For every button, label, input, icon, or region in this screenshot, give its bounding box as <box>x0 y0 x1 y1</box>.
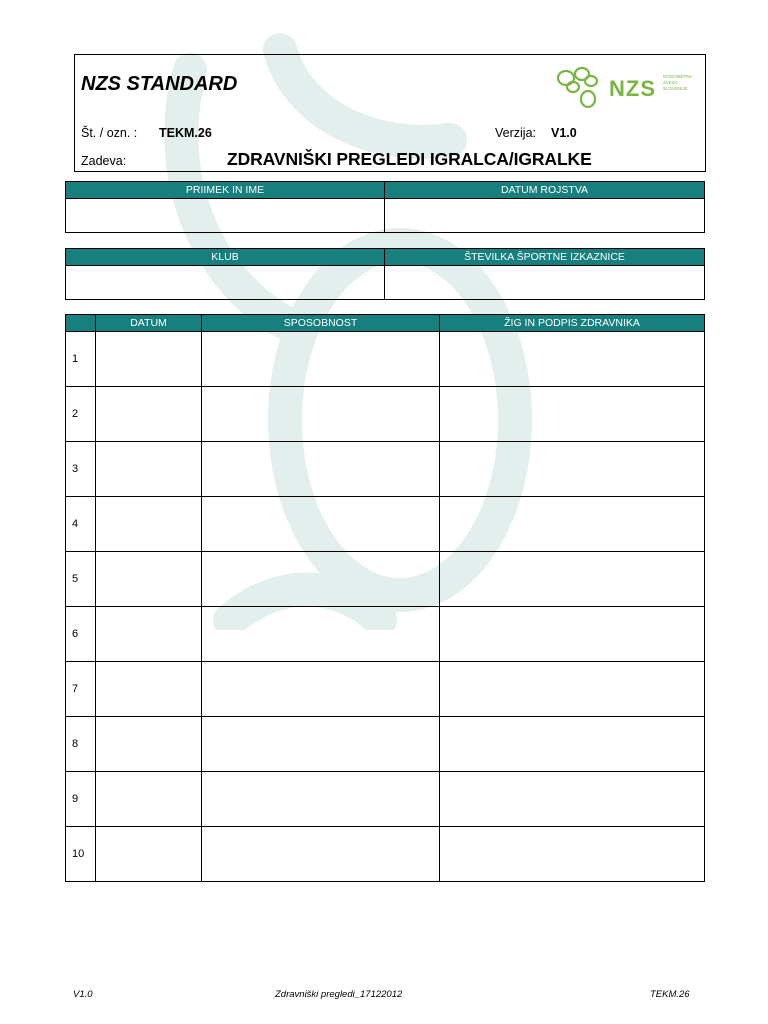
date-cell[interactable] <box>96 332 202 387</box>
column-header-name: PRIIMEK IN IME <box>66 182 385 199</box>
stamp-signature-cell[interactable] <box>440 827 705 882</box>
stamp-signature-cell[interactable] <box>440 497 705 552</box>
stamp-signature-cell[interactable] <box>440 387 705 442</box>
table-row <box>66 827 705 882</box>
date-cell[interactable] <box>96 552 202 607</box>
table-row <box>66 772 705 827</box>
row-number: 6 <box>66 607 96 662</box>
footer-document-name: Zdravniški pregledi_17122012 <box>275 989 403 1000</box>
personal-info-table <box>65 181 705 233</box>
row-number: 7 <box>66 662 96 717</box>
stamp-signature-cell[interactable] <box>440 717 705 772</box>
version-label: Verzija: <box>495 126 536 140</box>
nzs-logo <box>555 61 695 111</box>
row-number: 4 <box>66 497 96 552</box>
date-cell[interactable] <box>96 497 202 552</box>
row-number: 8 <box>66 717 96 772</box>
ability-cell[interactable] <box>202 827 440 882</box>
column-header-license-number: ŠTEVILKA ŠPORTNE IZKAZNICE <box>385 249 705 266</box>
ability-cell[interactable] <box>202 442 440 497</box>
footer-version: V1.0 <box>73 989 93 1000</box>
column-header-number <box>66 315 96 332</box>
date-cell[interactable] <box>96 442 202 497</box>
stamp-signature-cell[interactable] <box>440 607 705 662</box>
row-number: 2 <box>66 387 96 442</box>
table-row <box>66 387 705 442</box>
stamp-signature-cell[interactable] <box>440 442 705 497</box>
ability-cell[interactable] <box>202 387 440 442</box>
table-row <box>66 332 705 387</box>
stamp-signature-cell[interactable] <box>440 772 705 827</box>
document-header <box>74 54 706 172</box>
ability-cell[interactable] <box>202 772 440 827</box>
stamp-signature-cell[interactable] <box>440 332 705 387</box>
header-title: NZS STANDARD <box>81 73 238 95</box>
column-header-stamp-signature: ŽIG IN PODPIS ZDRAVNIKA <box>440 315 705 332</box>
table-row <box>66 552 705 607</box>
column-header-ability: SPOSOBNOST <box>202 315 440 332</box>
footer-code: TEKM.26 <box>650 989 690 1000</box>
date-cell[interactable] <box>96 387 202 442</box>
logo-text: NZS <box>609 76 656 101</box>
column-header-birthdate: DATUM ROJSTVA <box>385 182 705 199</box>
ref-value: TEKM.26 <box>159 126 212 140</box>
date-cell[interactable] <box>96 662 202 717</box>
table-row <box>66 497 705 552</box>
table-row <box>66 717 705 772</box>
ref-label: Št. / ozn. : <box>81 126 138 140</box>
table-row <box>66 607 705 662</box>
club-field[interactable] <box>66 266 385 300</box>
row-number: 1 <box>66 332 96 387</box>
column-header-date: DATUM <box>96 315 202 332</box>
ability-cell[interactable] <box>202 662 440 717</box>
birthdate-field[interactable] <box>385 199 705 233</box>
date-cell[interactable] <box>96 772 202 827</box>
row-number: 10 <box>66 827 96 882</box>
subject-value: ZDRAVNIŠKI PREGLEDI IGRALCA/IGRALKE <box>227 149 592 169</box>
column-header-club: KLUB <box>66 249 385 266</box>
ability-cell[interactable] <box>202 607 440 662</box>
license-number-field[interactable] <box>385 266 705 300</box>
row-number: 3 <box>66 442 96 497</box>
logo-subtext: NOGOMETNA ZVEZA SLOVENIJE <box>663 74 693 91</box>
ability-cell[interactable] <box>202 497 440 552</box>
date-cell[interactable] <box>96 827 202 882</box>
nzs-logo-icon <box>555 61 615 111</box>
date-cell[interactable] <box>96 717 202 772</box>
ability-cell[interactable] <box>202 552 440 607</box>
ability-cell[interactable] <box>202 332 440 387</box>
ability-cell[interactable] <box>202 717 440 772</box>
row-number: 5 <box>66 552 96 607</box>
table-row <box>66 442 705 497</box>
row-number: 9 <box>66 772 96 827</box>
subject-label: Zadeva: <box>81 154 127 168</box>
date-cell[interactable] <box>96 607 202 662</box>
medical-exams-table <box>65 314 705 882</box>
version-value: V1.0 <box>551 126 577 140</box>
name-field[interactable] <box>66 199 385 233</box>
stamp-signature-cell[interactable] <box>440 662 705 717</box>
stamp-signature-cell[interactable] <box>440 552 705 607</box>
table-row <box>66 662 705 717</box>
club-info-table <box>65 248 705 300</box>
